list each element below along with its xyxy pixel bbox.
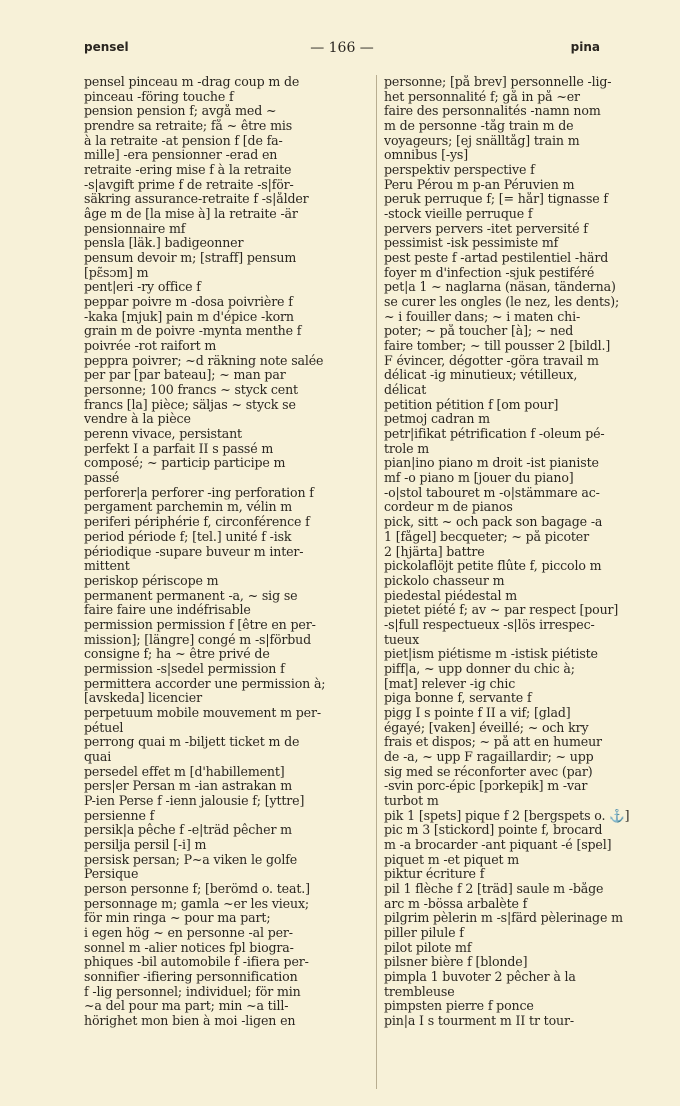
text-line: piga bonne f, servante f <box>384 691 532 706</box>
text-line: Peru Pérou m p-an Péruvien m <box>384 177 575 192</box>
text-line: tueux <box>384 632 420 647</box>
text-line: sig med se réconforter avec (par) <box>384 764 593 779</box>
text-line: pension pension f; avgå med ~ <box>84 104 277 119</box>
text-line: arc m -bössa arbalète f <box>384 896 528 911</box>
left-guide-word: pensel <box>84 40 129 54</box>
text-line: pensum devoir m; [straff] pensum <box>84 251 297 266</box>
text-line: pil 1 flèche f 2 [träd] saule m -båge <box>384 881 604 896</box>
text-line: foyer m d'infection -sjuk pestiféré <box>384 265 595 280</box>
text-line: [avskeda] licencier <box>84 691 202 706</box>
text-line: persik|a pêche f -e|träd pêcher m <box>84 823 292 838</box>
text-line: m -a brocarder -ant piquant -é [spel] <box>384 837 612 852</box>
text-line: personne; [på brev] personnelle -lig- <box>384 75 612 89</box>
text-line: peppar poivre m -dosa poivrière f <box>84 295 293 310</box>
text-line: vendre à la pièce <box>84 412 191 427</box>
text-line: pinceau -föring touche f <box>84 89 234 104</box>
text-line: ~ i fouiller dans; ~ i maten chi- <box>384 309 581 324</box>
text-line: turbot m <box>384 793 439 808</box>
text-line: piet|ism piétisme m -istisk piétiste <box>384 647 598 662</box>
text-line: -s|avgift prime f de retraite -s|för- <box>84 177 294 192</box>
text-line: voyageurs; [ej snälltåg] train m <box>384 133 580 148</box>
text-line: -s|full respectueux -s|lös irrespec- <box>384 617 595 632</box>
text-line: persisk persan; P~a viken le golfe <box>84 852 298 867</box>
text-line: pik 1 [spets] pique f 2 [bergspets o. ⚓] <box>384 808 630 823</box>
text-line: F évincer, dégotter -göra travail m <box>384 353 599 368</box>
text-line: peppra poivrer; ~d räkning note salée <box>84 353 324 368</box>
text-line: P-ien Perse f -ienn jalousie f; [yttre] <box>84 793 305 808</box>
text-line: i egen hög ~ en personne -al per- <box>84 925 293 940</box>
text-line: peruk perruque f; [= hår] tignasse f <box>384 192 608 207</box>
text-line: permission permission f [être en per- <box>84 617 316 632</box>
text-line: m de personne -tåg train m de <box>384 119 574 134</box>
text-line: passé <box>84 471 120 486</box>
text-line: mf -o piano m [jouer du piano] <box>384 471 574 486</box>
text-line: perspektiv perspective f <box>384 163 535 178</box>
text-line: pic m 3 [stickord] pointe f, brocard <box>384 823 603 838</box>
text-line: -svin porc-épic [pɔrkepik] m -var <box>384 779 588 794</box>
text-line: composé; ~ particip participe m <box>84 456 286 471</box>
text-line: periskop périscope m <box>84 573 219 588</box>
text-line: piedestal piédestal m <box>384 588 518 603</box>
text-line: pent|eri -ry office f <box>84 280 201 295</box>
text-line: pers|er Persan m -ian astrakan m <box>84 779 292 794</box>
text-line: periferi périphérie f, circonférence f <box>84 515 310 530</box>
text-line: petr|ifikat pétrification f -oleum pé- <box>384 427 605 442</box>
text-line: phiques -bil automobile f -ifiera per- <box>84 955 309 970</box>
text-line: se curer les ongles (le nez, les dents); <box>384 295 620 310</box>
text-line: period période f; [tel.] unité f -isk <box>84 529 292 544</box>
text-line: pilot pilote mf <box>384 940 472 955</box>
text-line: personne; 100 francs ~ styck cent <box>84 383 298 398</box>
text-line: perforer|a perforer -ing perforation f <box>84 485 314 500</box>
text-line: Persique <box>84 867 139 882</box>
text-line: perrong quai m -biljett ticket m de <box>84 735 300 750</box>
text-line: pimpsten pierre f ponce <box>384 999 534 1014</box>
text-line: -o|stol tabouret m -o|stämmare ac- <box>384 485 600 500</box>
text-line: mille] -era pensionner -erad en <box>84 148 278 163</box>
left-column <box>84 75 368 1029</box>
text-line: ~a del pour ma part; min ~a till- <box>84 999 289 1014</box>
text-line: het personnalité f; gå in på ~er <box>384 89 580 104</box>
text-line: 2 [hjärta] battre <box>384 544 485 559</box>
text-line: piktur écriture f <box>384 867 485 882</box>
text-line: pensionnaire mf <box>84 221 186 236</box>
text-line: pick, sitt ~ och pack son bagage -a <box>384 515 603 530</box>
text-line: de -a, ~ upp F ragaillardir; ~ upp <box>384 749 594 764</box>
text-line: [pɛ̃sɔm] m <box>84 265 149 280</box>
text-line: persedel effet m [d'habillement] <box>84 764 285 779</box>
text-line: omnibus [-ys] <box>384 148 469 163</box>
text-line: piquet m -et piquet m <box>384 852 520 867</box>
text-line: mittent <box>84 559 130 574</box>
column-divider <box>376 75 377 1089</box>
text-line: person personne f; [berömd o. teat.] <box>84 881 310 896</box>
text-line: pin|a I s tourment m II tr tour- <box>384 1014 574 1028</box>
text-line: pilsner bière f [blonde] <box>384 955 528 970</box>
text-line: [mat] relever -ig chic <box>384 676 516 691</box>
text-line: pietet piété f; av ~ par respect [pour] <box>384 603 619 618</box>
right-column <box>384 75 668 1029</box>
text-line: piff|a, ~ upp donner du chic à; <box>384 661 575 676</box>
text-line: pickolo chasseur m <box>384 573 505 588</box>
text-line: -kaka [mjuk] pain m d'épice -korn <box>84 309 294 324</box>
text-line: mission]; [längre] congé m -s|förbud <box>84 632 312 647</box>
text-line: pian|ino piano m droit -ist pianiste <box>384 456 599 471</box>
text-line: personnage m; gamla ~er les vieux; <box>84 896 309 911</box>
text-line: perpetuum mobile mouvement m per- <box>84 705 321 720</box>
text-line: poivrée -rot raifort m <box>84 339 217 354</box>
text-line: permittera accorder une permission à; <box>84 676 326 691</box>
right-guide-word: pina <box>570 40 600 54</box>
text-line: perfekt I a parfait II s passé m <box>84 441 274 456</box>
text-line: pergament parchemin m, vélin m <box>84 500 293 515</box>
text-line: pigg I s pointe f II a vif; [glad] <box>384 705 571 720</box>
text-line: för min ringa ~ pour ma part; <box>84 911 271 926</box>
text-line: périodique -supare buveur m inter- <box>84 544 304 559</box>
text-line: sonnel m -alier notices fpl biogra- <box>84 940 294 955</box>
text-line: trembleuse <box>384 984 455 999</box>
text-line: délicat -ig minutieux; vétilleux, <box>384 368 578 383</box>
text-line: poter; ~ på toucher [à]; ~ ned <box>384 324 574 339</box>
text-line: grain m de poivre -mynta menthe f <box>84 324 302 339</box>
text-line: pensla [läk.] badigeonner <box>84 236 244 251</box>
page-header <box>84 40 600 62</box>
text-line: faire tomber; ~ till pousser 2 [bildl.] <box>384 339 611 354</box>
text-line: égayé; [vaken] éveillé; ~ och kry <box>384 720 589 735</box>
text-line: -stock vieille perruque f <box>384 207 533 222</box>
text-line: pest peste f -artad pestilentiel -härd <box>384 251 609 266</box>
text-line: perenn vivace, persistant <box>84 427 242 442</box>
text-line: pessimist -isk pessimiste mf <box>384 236 559 251</box>
text-line: délicat <box>384 383 427 398</box>
text-line: frais et dispos; ~ på att en humeur <box>384 735 602 750</box>
text-line: pervers pervers -itet perversité f <box>384 221 588 236</box>
text-line: âge m de [la mise à] la retraite -är <box>84 207 298 222</box>
text-line: prendre sa retraite; få ~ être mis <box>84 119 293 134</box>
text-line: faire faire une indéfrisable <box>84 603 251 618</box>
text-line: retraite -ering mise f à la retraite <box>84 163 292 178</box>
text-line: consigne f; ha ~ être privé de <box>84 647 270 662</box>
text-line: piller pilule f <box>384 925 464 940</box>
text-line: pimpla 1 buvoter 2 pêcher à la <box>384 969 576 984</box>
page-number: — 166 — <box>310 40 374 56</box>
text-line: per par [par bateau]; ~ man par <box>84 368 286 383</box>
text-line: pickolaflöjt petite flûte f, piccolo m <box>384 559 602 574</box>
text-line: francs [la] pièce; säljas ~ styck se <box>84 397 296 412</box>
text-line: faire des personnalités -namn nom <box>384 104 601 119</box>
text-line: cordeur m de pianos <box>384 500 513 515</box>
text-line: quai <box>84 749 112 764</box>
text-line: säkring assurance-retraite f -s|ålder <box>84 192 309 207</box>
text-line: pilgrim pèlerin m -s|färd pèlerinage m <box>384 911 623 926</box>
text-line: persilja persil [-i] m <box>84 837 207 852</box>
text-line: trole m <box>384 441 430 456</box>
text-line: f -lig personnel; individuel; för min <box>84 984 301 999</box>
text-line: permanent permanent -a, ~ sig se <box>84 588 298 603</box>
text-line: persienne f <box>84 808 155 823</box>
text-line: petmoj cadran m <box>384 412 490 427</box>
text-line: 1 [fågel] becqueter; ~ på picoter <box>384 529 589 544</box>
text-line: pétuel <box>84 720 124 735</box>
text-line: à la retraite -at pension f [de fa- <box>84 133 283 148</box>
text-line: sonnifier -ifiering personnification <box>84 969 298 984</box>
text-line: pensel pinceau m -drag coup m de <box>84 75 300 89</box>
text-line: permission -s|sedel permission f <box>84 661 285 676</box>
text-line: hörighet mon bien à moi -ligen en <box>84 1014 296 1028</box>
text-line: petition pétition f [om pour] <box>384 397 559 412</box>
text-line: pet|a 1 ~ naglarna (näsan, tänderna) <box>384 280 616 295</box>
